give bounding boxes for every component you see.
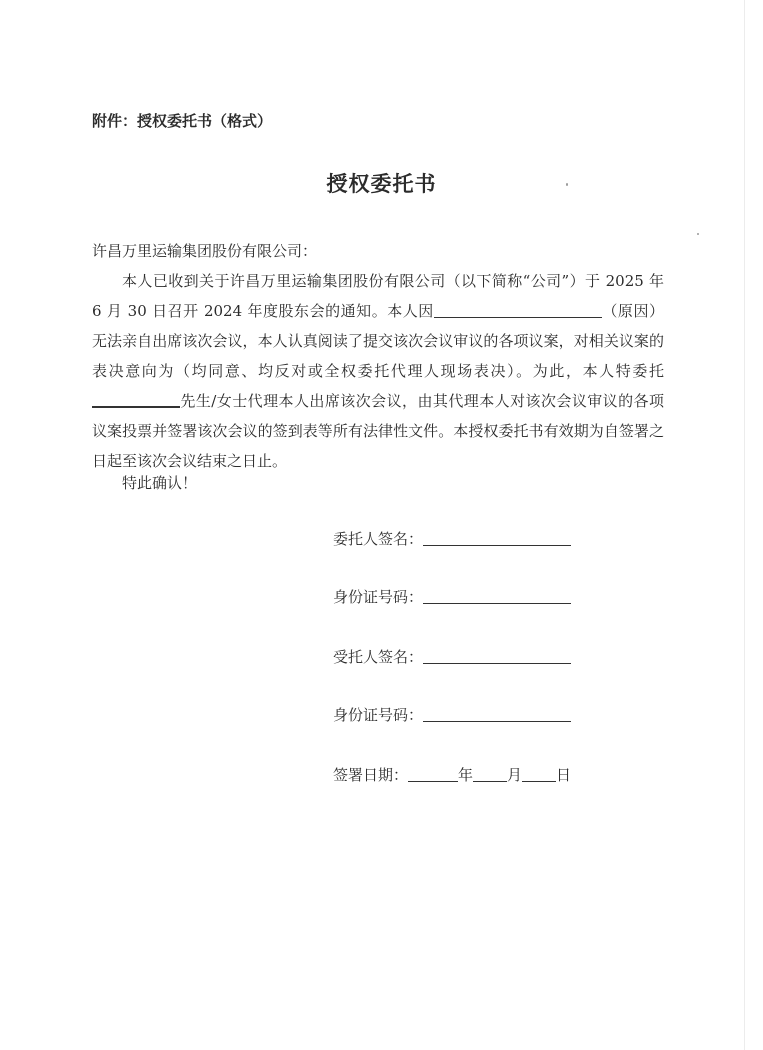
confirmation-text: 特此确认！ bbox=[122, 474, 198, 492]
principal-id-label: 身份证号码： bbox=[333, 588, 424, 606]
date-label: 签署日期： bbox=[333, 766, 409, 784]
scan-speck bbox=[697, 233, 699, 235]
agent-signature-label: 受托人签名： bbox=[333, 648, 424, 666]
day-blank[interactable] bbox=[522, 764, 556, 782]
principal-signature-row bbox=[333, 528, 571, 549]
body-text-part3: 先生/女士代理本人出席该次会议，由其代理本人对该次会议审议的各项议案投票并签署该次会议的签到表等所有法律性文件。本授权委托书有效期为自签署之日起至该次会议结束之日止。 bbox=[92, 392, 664, 470]
day-label: 日 bbox=[556, 766, 572, 784]
agent-name-blank[interactable] bbox=[92, 389, 180, 408]
principal-id-row bbox=[333, 586, 571, 607]
year-blank[interactable] bbox=[408, 764, 458, 782]
principal-signature-line[interactable] bbox=[423, 528, 571, 546]
month-blank[interactable] bbox=[473, 764, 507, 782]
body-text-part1: 本人已收到关于许昌万里运输集团股份有限公司（以下简称“公司”）于 2025 年 6 月 30 日召开 2024 年度股东会的通知。本人因 bbox=[92, 272, 664, 320]
principal-signature-label: 委托人签名： bbox=[333, 530, 424, 548]
agent-signature-line[interactable] bbox=[423, 646, 571, 664]
body-text-part2: （原因）无法亲自出席该次会议，本人认真阅读了提交该次会议审议的各项议案，对相关议案的表决意向为（均同意、均反对或全权委托代理人现场表决）。为此，本人特委托 bbox=[92, 302, 664, 380]
month-label: 月 bbox=[507, 766, 523, 784]
signing-date-row bbox=[333, 764, 571, 785]
agent-id-row bbox=[333, 704, 571, 725]
agent-id-label: 身份证号码： bbox=[333, 706, 424, 724]
document-title: 授权委托书 bbox=[326, 171, 437, 196]
body-paragraph bbox=[92, 266, 664, 476]
scan-edge-line bbox=[744, 0, 745, 1050]
agent-signature-row bbox=[333, 646, 571, 667]
reason-blank[interactable] bbox=[434, 300, 602, 318]
salutation: 许昌万里运输集团股份有限公司： bbox=[92, 242, 318, 260]
attachment-heading: 附件：授权委托书（格式） bbox=[92, 112, 273, 130]
year-label: 年 bbox=[458, 766, 474, 784]
principal-id-line[interactable] bbox=[423, 586, 571, 604]
agent-id-line[interactable] bbox=[423, 704, 571, 722]
